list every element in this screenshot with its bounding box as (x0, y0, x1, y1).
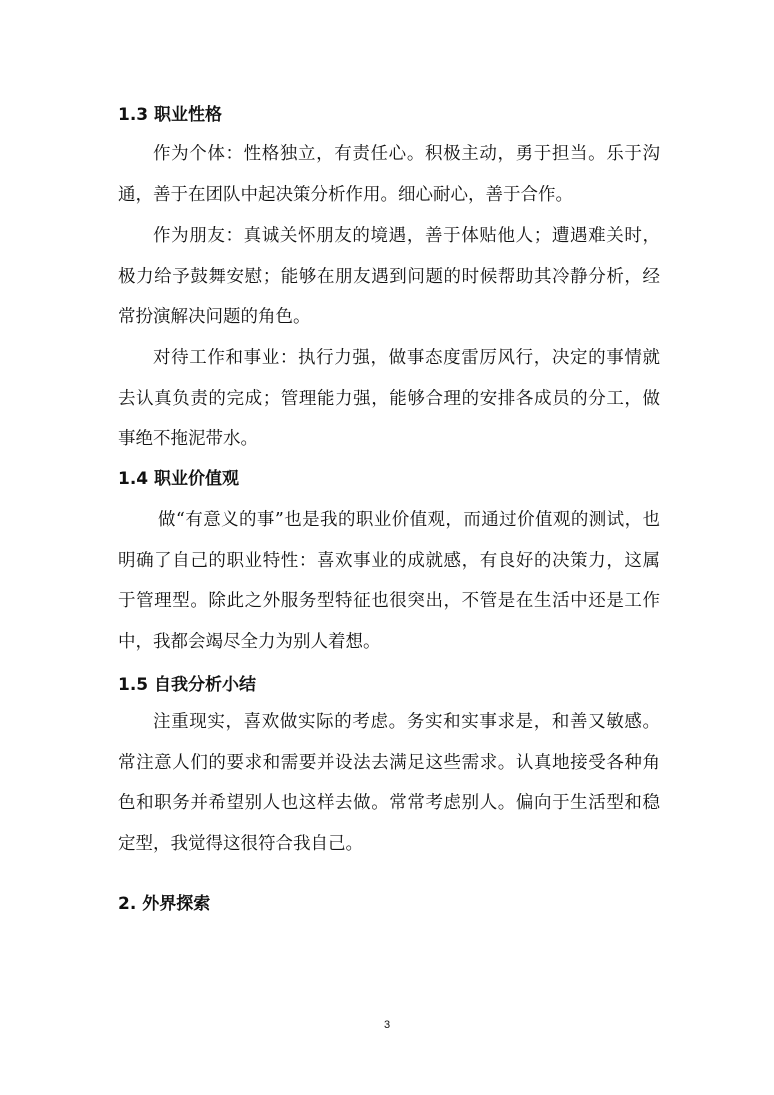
section-heading-1-3: 1.3 职业性格 (118, 105, 223, 125)
section-heading-2: 2. 外界探索 (118, 894, 211, 914)
paragraph-work: 对待工作和事业：执行力强，做事态度雷厉风行，决定的事情就去认真负责的完成；管理能力强，能够合理的安排各成员的分工，做事绝不拖泥带水。 (118, 348, 660, 449)
section-heading-1-4: 1.4 职业价值观 (118, 469, 240, 489)
section-heading-1-5: 1.5 自我分析小结 (118, 675, 257, 695)
paragraph-summary: 注重现实，喜欢做实际的考虑。务实和实事求是，和善又敏感。常注意人们的要求和需要并设法去满足这些需求。认真地接受各种角色和职务并希望别人也这样去做。常常考虑别人。偏向于生活型和稳定型，我觉得这很符合我自己。 (118, 712, 660, 854)
paragraph-friend: 作为朋友：真诚关怀朋友的境遇，善于体贴他人；遭遇难关时，极力给予鼓舞安慰；能够在朋友遇到问题的时候帮助其冷静分析，经常扮演解决问题的角色。 (118, 226, 660, 327)
paragraph-values: 做“有意义的事”也是我的职业价值观，而通过价值观的测试，也明确了自己的职业特性：喜欢事业的成就感，有良好的决策力，这属于管理型。除此之外服务型特征也很突出，不管是在生活中还是工作中，我都会竭尽全力为别人着想。 (118, 510, 660, 652)
paragraph-individual: 作为个体：性格独立，有责任心。积极主动，勇于担当。乐于沟通，善于在团队中起决策分析作用。细心耐心，善于合作。 (118, 144, 660, 205)
page-number: 3 (383, 1019, 391, 1031)
